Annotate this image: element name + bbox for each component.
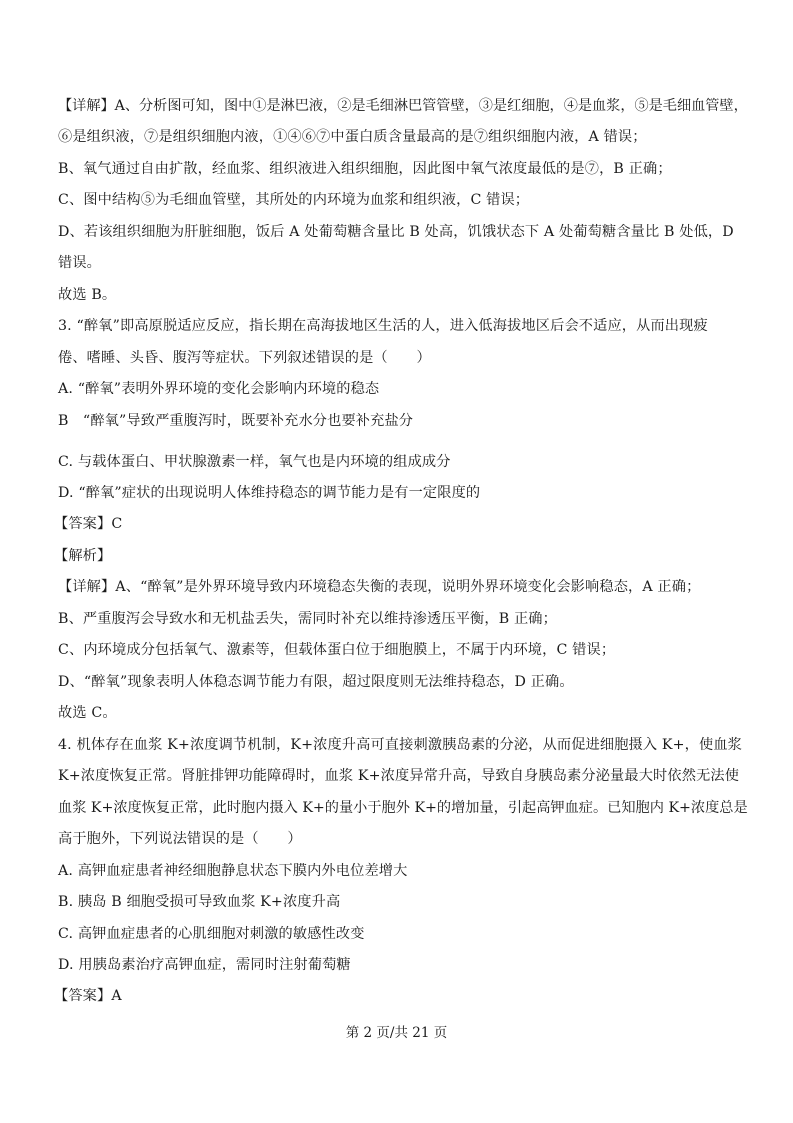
text-line: C、内环境成分包括氧气、激素等，但载体蛋白位于细胞膜上，不属于内环境，C 错误； bbox=[58, 642, 616, 658]
question-3-stem: 倦、嗜睡、头昏、腹泻等症状。下列叙述错误的是（ ） bbox=[58, 350, 431, 366]
question-3-option-d: D. “醉氧”症状的出现说明人体维持稳态的调节能力是有一定限度的 bbox=[58, 485, 481, 501]
question-4-stem: 高于胞外，下列说法错误的是（ ） bbox=[58, 831, 302, 847]
text-line: 【详解】A、分析图可知，图中①是淋巴液，②是毛细淋巴管管壁，③是红细胞，④是血浆，⑤是毛细血管壁， bbox=[58, 98, 748, 114]
text-line: D、若该组织细胞为肝脏细胞，饭后 A 处葡萄糖含量比 B 处高，饥饿状态下 A 处葡萄糖含量比 B 处低，D bbox=[58, 224, 734, 240]
answer-label: 【答案】A bbox=[54, 988, 122, 1004]
page-number-footer: 第 2 页/共 21 页 bbox=[345, 1025, 448, 1041]
text-line: ⑥是组织液，⑦是组织细胞内液，①④⑥⑦中蛋白质含量最高的是⑦组织细胞内液，A 错误； bbox=[58, 129, 647, 145]
text-line: 错误。 bbox=[58, 255, 102, 271]
text-line: B、氧气通过自由扩散，经血浆、组织液进入组织细胞，因此图中氧气浓度最低的是⑦，B 正确； bbox=[58, 161, 672, 177]
analysis-label: 【解析】 bbox=[54, 548, 112, 564]
question-4-option-a: A. 高钾血症患者神经细胞静息状态下膜内外电位差增大 bbox=[58, 863, 408, 879]
question-3-option-c: C. 与载体蛋白、甲状腺激素一样，氧气也是内环境的组成成分 bbox=[58, 454, 451, 470]
question-4-stem: 血浆 K+浓度恢复正常，此时胞内摄入 K+的量小于胞外 K+的增加量，引起高钾血症。已知胞内 K+浓度总是 bbox=[58, 800, 748, 816]
text-line: 故选 C。 bbox=[58, 705, 117, 721]
text-line: 【详解】A、“醉氧”是外界环境导致内环境稳态失衡的表现，说明外界环境变化会影响稳态，A 正确； bbox=[58, 579, 701, 595]
text-line: C、图中结构⑤为毛细血管壁，其所处的内环境为血浆和组织液，C 错误； bbox=[58, 192, 530, 208]
question-4-option-d: D. 用胰岛素治疗高钾血症，需同时注射葡萄糖 bbox=[58, 957, 351, 973]
question-4-stem: K+浓度恢复正常。肾脏排钾功能障碍时，血浆 K+浓度异常升高，导致自身胰岛素分泌量最大时依然无法使 bbox=[58, 768, 740, 784]
text-line: D、“醉氧”现象表明人体稳态调节能力有限，超过限度则无法维持稳态，D 正确。 bbox=[58, 674, 574, 690]
question-3-stem: 3. “醉氧”即高原脱适应反应，指长期在高海拔地区生活的人，进入低海拔地区后会不适应，从而出现疲 bbox=[58, 318, 708, 334]
question-4-option-b: B. 胰岛 B 细胞受损可导致血浆 K+浓度升高 bbox=[58, 894, 341, 910]
answer-label: 【答案】C bbox=[54, 516, 123, 532]
question-3-option-b: B “醉氧”导致严重腹泻时，既要补充水分也要补充盐分 bbox=[58, 413, 414, 429]
question-4-stem: 4. 机体存在血浆 K+浓度调节机制，K+浓度升高可直接刺激胰岛素的分泌，从而促进细胞摄入 K+，使血浆 bbox=[58, 737, 743, 753]
question-4-option-c: C. 高钾血症患者的心肌细胞对刺激的敏感性改变 bbox=[58, 926, 365, 942]
text-line: B、严重腹泻会导致水和无机盐丢失，需同时补充以维持渗透压平衡，B 正确； bbox=[58, 611, 557, 627]
text-line: 故选 B。 bbox=[58, 287, 117, 303]
question-3-option-a: A. “醉氧”表明外界环境的变化会影响内环境的稳态 bbox=[58, 381, 380, 397]
